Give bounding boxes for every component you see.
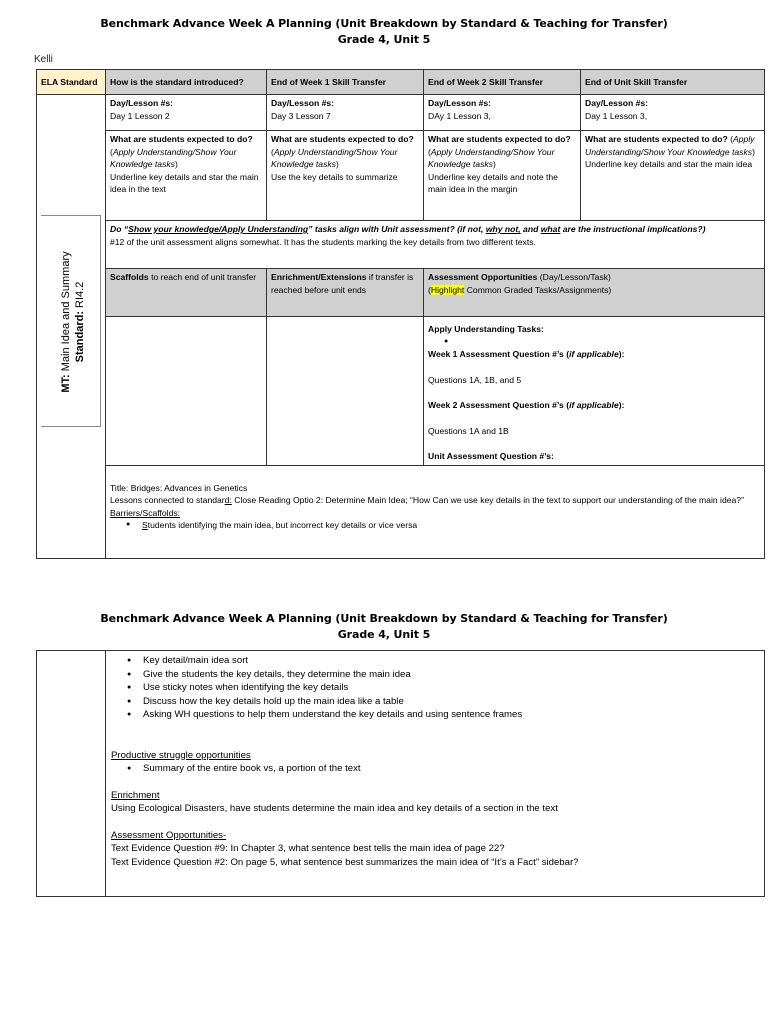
enrichment-text: Using Ecological Disasters, have students determine the main idea and key details of a section in the text [111, 803, 558, 814]
page1-title-line1: Benchmark Advance Week A Planning (Unit Breakdown by Standard & Teaching for Transfer) [100, 17, 668, 30]
author-name: Kelli [34, 54, 53, 65]
day-lesson-row [37, 95, 765, 131]
week1-assessment-answer: Questions 1A, 1B, and 5 [428, 374, 522, 385]
alignment-cell [106, 221, 765, 269]
list-item: ● Use sticky notes when identifying the key details [143, 681, 759, 695]
continued-side-cell [37, 651, 106, 897]
page1-title-line2: Grade 4, Unit 5 [337, 33, 431, 46]
page2-title [0, 611, 768, 643]
planning-table-continued [36, 650, 765, 897]
expect-cell-4: What are students expected to do? (Apply Understanding/Show Your Knowledge tasks) Underline key details and star the main idea [581, 131, 765, 221]
scaffolds-header: Scaffolds to reach end of unit transfer [106, 269, 267, 317]
expectations-row [37, 131, 765, 221]
mt-standard-box [41, 215, 101, 427]
expect-cell-2: What are students expected to do? (Apply Understanding/Show Your Knowledge tasks) Use the key details to summarize [267, 131, 424, 221]
assessment-content: Apply Understanding Tasks: ● Week 1 Assessment Question #’s (if applicable): Questions 1A, 1B, and 5 Week 2 Assessment Question #’s (if applicable): Questions 1A and 1B Unit Assessment Question #’s: [424, 317, 765, 466]
day-cell-1: Day/Lesson #s: Day 1 Lesson 2 [106, 95, 267, 131]
enrichment-heading: Enrichment [111, 789, 160, 801]
list-item: ● Students identifying the main idea, but incorrect key details or vice versa [142, 519, 760, 532]
notes-row [37, 465, 765, 558]
notes-barriers-heading: Barriers/Scaffolds: [110, 507, 181, 518]
productive-struggle-list [111, 762, 759, 776]
assessment-header: Assessment Opportunities (Day/Lesson/Task) (Highlight Common Graded Tasks/Assignments) [424, 269, 765, 317]
scaffolds-header-row [37, 269, 765, 317]
expect-cell-3: What are students expected to do? (Apply Understanding/Show Your Knowledge tasks) Underline key details and note the main idea in the margin [424, 131, 581, 221]
enrichment-header: Enrichment/Extensions if transfer is reached before unit ends [267, 269, 424, 317]
list-item: ● Discuss how the key details hold up the main idea like a table [143, 695, 759, 709]
alignment-answer: #12 of the unit assessment aligns somewhat. It has the students marking the key details from two different texts. [110, 236, 536, 247]
week2-assessment-label: Week 2 Assessment Question #’s (if applicable): [428, 400, 625, 410]
scaffold-strategies-list [111, 654, 759, 722]
assessment-line: Text Evidence Question #2: On page 5, what sentence best summarizes the main idea of “It’s a Fact” sidebar? [111, 856, 579, 868]
day-cell-4: Day/Lesson #s: Day 1 Lesson 3, [581, 95, 765, 131]
introduced-header: How is the standard introduced? [106, 70, 267, 95]
assessment-opportunities-heading: Assessment Opportunities- [111, 829, 227, 841]
tasks-row [37, 317, 765, 466]
list-item: ● Key detail/main idea sort [143, 654, 759, 668]
enrichment-content [267, 317, 424, 466]
continued-content-cell [106, 651, 765, 897]
standard-line: Standard: RI4.2 [74, 281, 86, 363]
day-cell-3: Day/Lesson #s: DAy 1 Lesson 3, [424, 95, 581, 131]
list-item: ● Give the students the key details, they determine the main idea [143, 668, 759, 682]
standard-side-cell [37, 95, 106, 559]
page1-title [0, 16, 768, 48]
expect-cell-1: What are students expected to do? (Apply Understanding/Show Your Knowledge tasks) Underline key details and star the main idea in the text [106, 131, 267, 221]
alignment-row [37, 221, 765, 269]
week1-assessment-label: Week 1 Assessment Question #’s (if applicable): [428, 349, 625, 359]
productive-struggle-heading: Productive struggle opportunities [111, 749, 251, 761]
list-item: ● Summary of the entire book vs, a portion of the text [143, 762, 759, 776]
mt-standard-label [59, 222, 87, 422]
notes-title: Title: Bridges: Advances in Genetics [110, 482, 248, 493]
week1-header: End of Week 1 Skill Transfer [267, 70, 424, 95]
page2-title-line2: Grade 4, Unit 5 [337, 628, 431, 641]
alignment-question: Do “Show your knowledge/Apply Understanding” tasks align with Unit assessment? (if not, why not, and what are the instructional implications?) [110, 224, 706, 234]
week2-header: End of Week 2 Skill Transfer [424, 70, 581, 95]
mt-line: MT: Main Idea and Summary [60, 251, 72, 393]
ela-standard-header: ELA Standard [37, 70, 106, 95]
planning-table [36, 69, 765, 559]
unit-assessment-label: Unit Assessment Question #’s: [428, 451, 554, 461]
barriers-list [110, 519, 760, 532]
assessment-line: Text Evidence Question #9: In Chapter 3, what sentence best tells the main idea of page 22? [111, 843, 505, 854]
unit-header: End of Unit Skill Transfer [581, 70, 765, 95]
list-item: ● Asking WH questions to help them understand the key details and using sentence frames [143, 708, 759, 722]
notes-cell [106, 465, 765, 558]
week2-assessment-answer: Questions 1A and 1B [428, 425, 509, 436]
apply-tasks-list [428, 336, 760, 349]
notes-lessons: Lessons connected to standard: Close Reading Optio 2: Determine Main Idea; “How Can we use key details in the text to support our understanding of the main idea?” [110, 495, 744, 505]
scaffolds-content [106, 317, 267, 466]
page2-title-line1: Benchmark Advance Week A Planning (Unit Breakdown by Standard & Teaching for Transfer) [100, 612, 668, 625]
list-item [460, 336, 760, 349]
day-cell-2: Day/Lesson #s: Day 3 Lesson 7 [267, 95, 424, 131]
header-row [37, 70, 765, 95]
